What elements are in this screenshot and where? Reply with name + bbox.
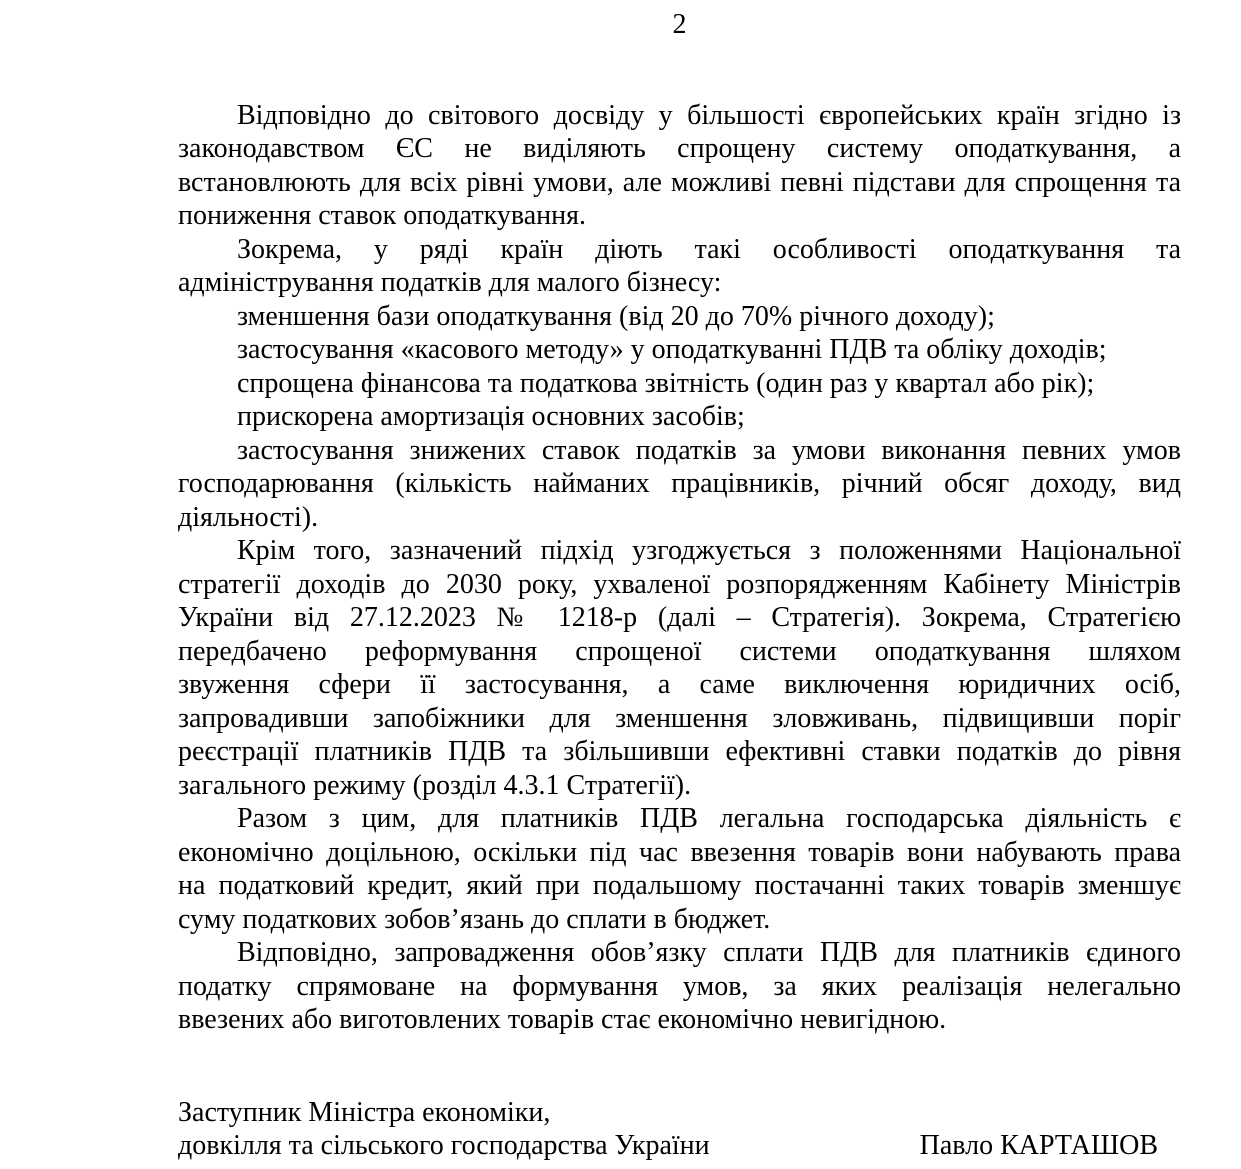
signature-row: [178, 1129, 1181, 1163]
text-line: на податковий кредит, який при подальшому постачанні таких товарів зменшує: [178, 870, 1181, 901]
text-line: економічно доцільною, оскільки під час ввезення товарів вони набувають права: [178, 836, 1181, 868]
list-item: [178, 367, 1181, 401]
paragraph: [178, 534, 1181, 802]
text-line: встановлюють для всіх рівні умови, але можливі певні підстави для спрощення та: [178, 166, 1181, 198]
text-line: загального режиму (розділ 4.3.1 Стратегії).: [178, 769, 692, 801]
page-number: 2: [672, 9, 687, 40]
paragraph: [178, 233, 1181, 300]
signatory-name: Павло КАРТАШОВ: [919, 1130, 1158, 1161]
text-line: законодавством ЄС не виділяють спрощену систему оподаткування, а: [178, 133, 1181, 164]
text-line: зменшення бази оподаткування (від 20 до 70% річного доходу);: [237, 300, 995, 332]
text-line: пониження ставок оподаткування.: [178, 200, 586, 231]
list-item: [178, 434, 1181, 535]
document-body: [178, 99, 1181, 1037]
text-line: спрощена фінансова та податкова звітність (один раз у квартал або рік);: [237, 367, 1095, 399]
signatory-title-line-2: довкілля та сільського господарства України: [178, 1130, 710, 1161]
list-item: [178, 400, 1181, 434]
text-line: прискорена амортизація основних засобів;: [237, 401, 745, 432]
text-line: Відповідно до світового досвіду у більшості європейських країн згідно із: [237, 99, 1181, 131]
list-item: [178, 333, 1181, 367]
text-line: суму податкових зобов’язань до сплати в бюджет.: [178, 903, 771, 935]
text-line: діяльності).: [178, 501, 319, 533]
list-item: [178, 300, 1181, 334]
text-line: ввезених або виготовлених товарів стає економічно невигідною.: [178, 1004, 947, 1035]
text-line: господарювання (кількість найманих працівників, річний обсяг доходу, вид: [178, 468, 1181, 499]
text-line: стратегії доходів до 2030 року, ухваленої розпорядженням Кабінету Міністрів: [178, 568, 1181, 600]
text-line: Відповідно, запровадження обов’язку сплати ПДВ для платників єдиного: [237, 937, 1181, 968]
text-line: України від 27.12.2023 № 1218-р (далі – Стратегія). Зокрема, Стратегією: [178, 602, 1181, 633]
text-line: застосування знижених ставок податків за умови виконання певних умов: [237, 434, 1181, 466]
text-line: передбачено реформування спрощеної системи оподаткування шляхом: [178, 635, 1181, 667]
text-line: запровадивши запобіжники для зменшення зловживань, підвищивши поріг: [178, 702, 1181, 734]
text-line: Разом з цим, для платників ПДВ легальна господарська діяльність є: [237, 803, 1181, 834]
paragraph: [178, 936, 1181, 1037]
signatory-title-line-1: Заступник Міністра економіки,: [178, 1096, 551, 1128]
text-line: Зокрема, у ряді країн діють такі особливості оподаткування та: [237, 233, 1181, 265]
text-line: податку спрямоване на формування умов, за яких реалізація нелегально: [178, 970, 1181, 1002]
paragraph: [178, 99, 1181, 233]
signature-block: [178, 1096, 1181, 1163]
text-line: застосування «касового методу» у оподаткуванні ПДВ та обліку доходів;: [237, 334, 1107, 365]
text-line: реєстрації платників ПДВ та збільшивши ефективні ставки податків до рівня: [178, 736, 1181, 767]
text-line: адміністрування податків для малого бізнесу:: [178, 267, 722, 298]
text-line: Крім того, зазначений підхід узгоджується з положеннями Національної: [237, 535, 1181, 566]
text-line: звуження сфери її застосування, а саме виключення юридичних осіб,: [178, 669, 1181, 700]
paragraph: [178, 802, 1181, 936]
